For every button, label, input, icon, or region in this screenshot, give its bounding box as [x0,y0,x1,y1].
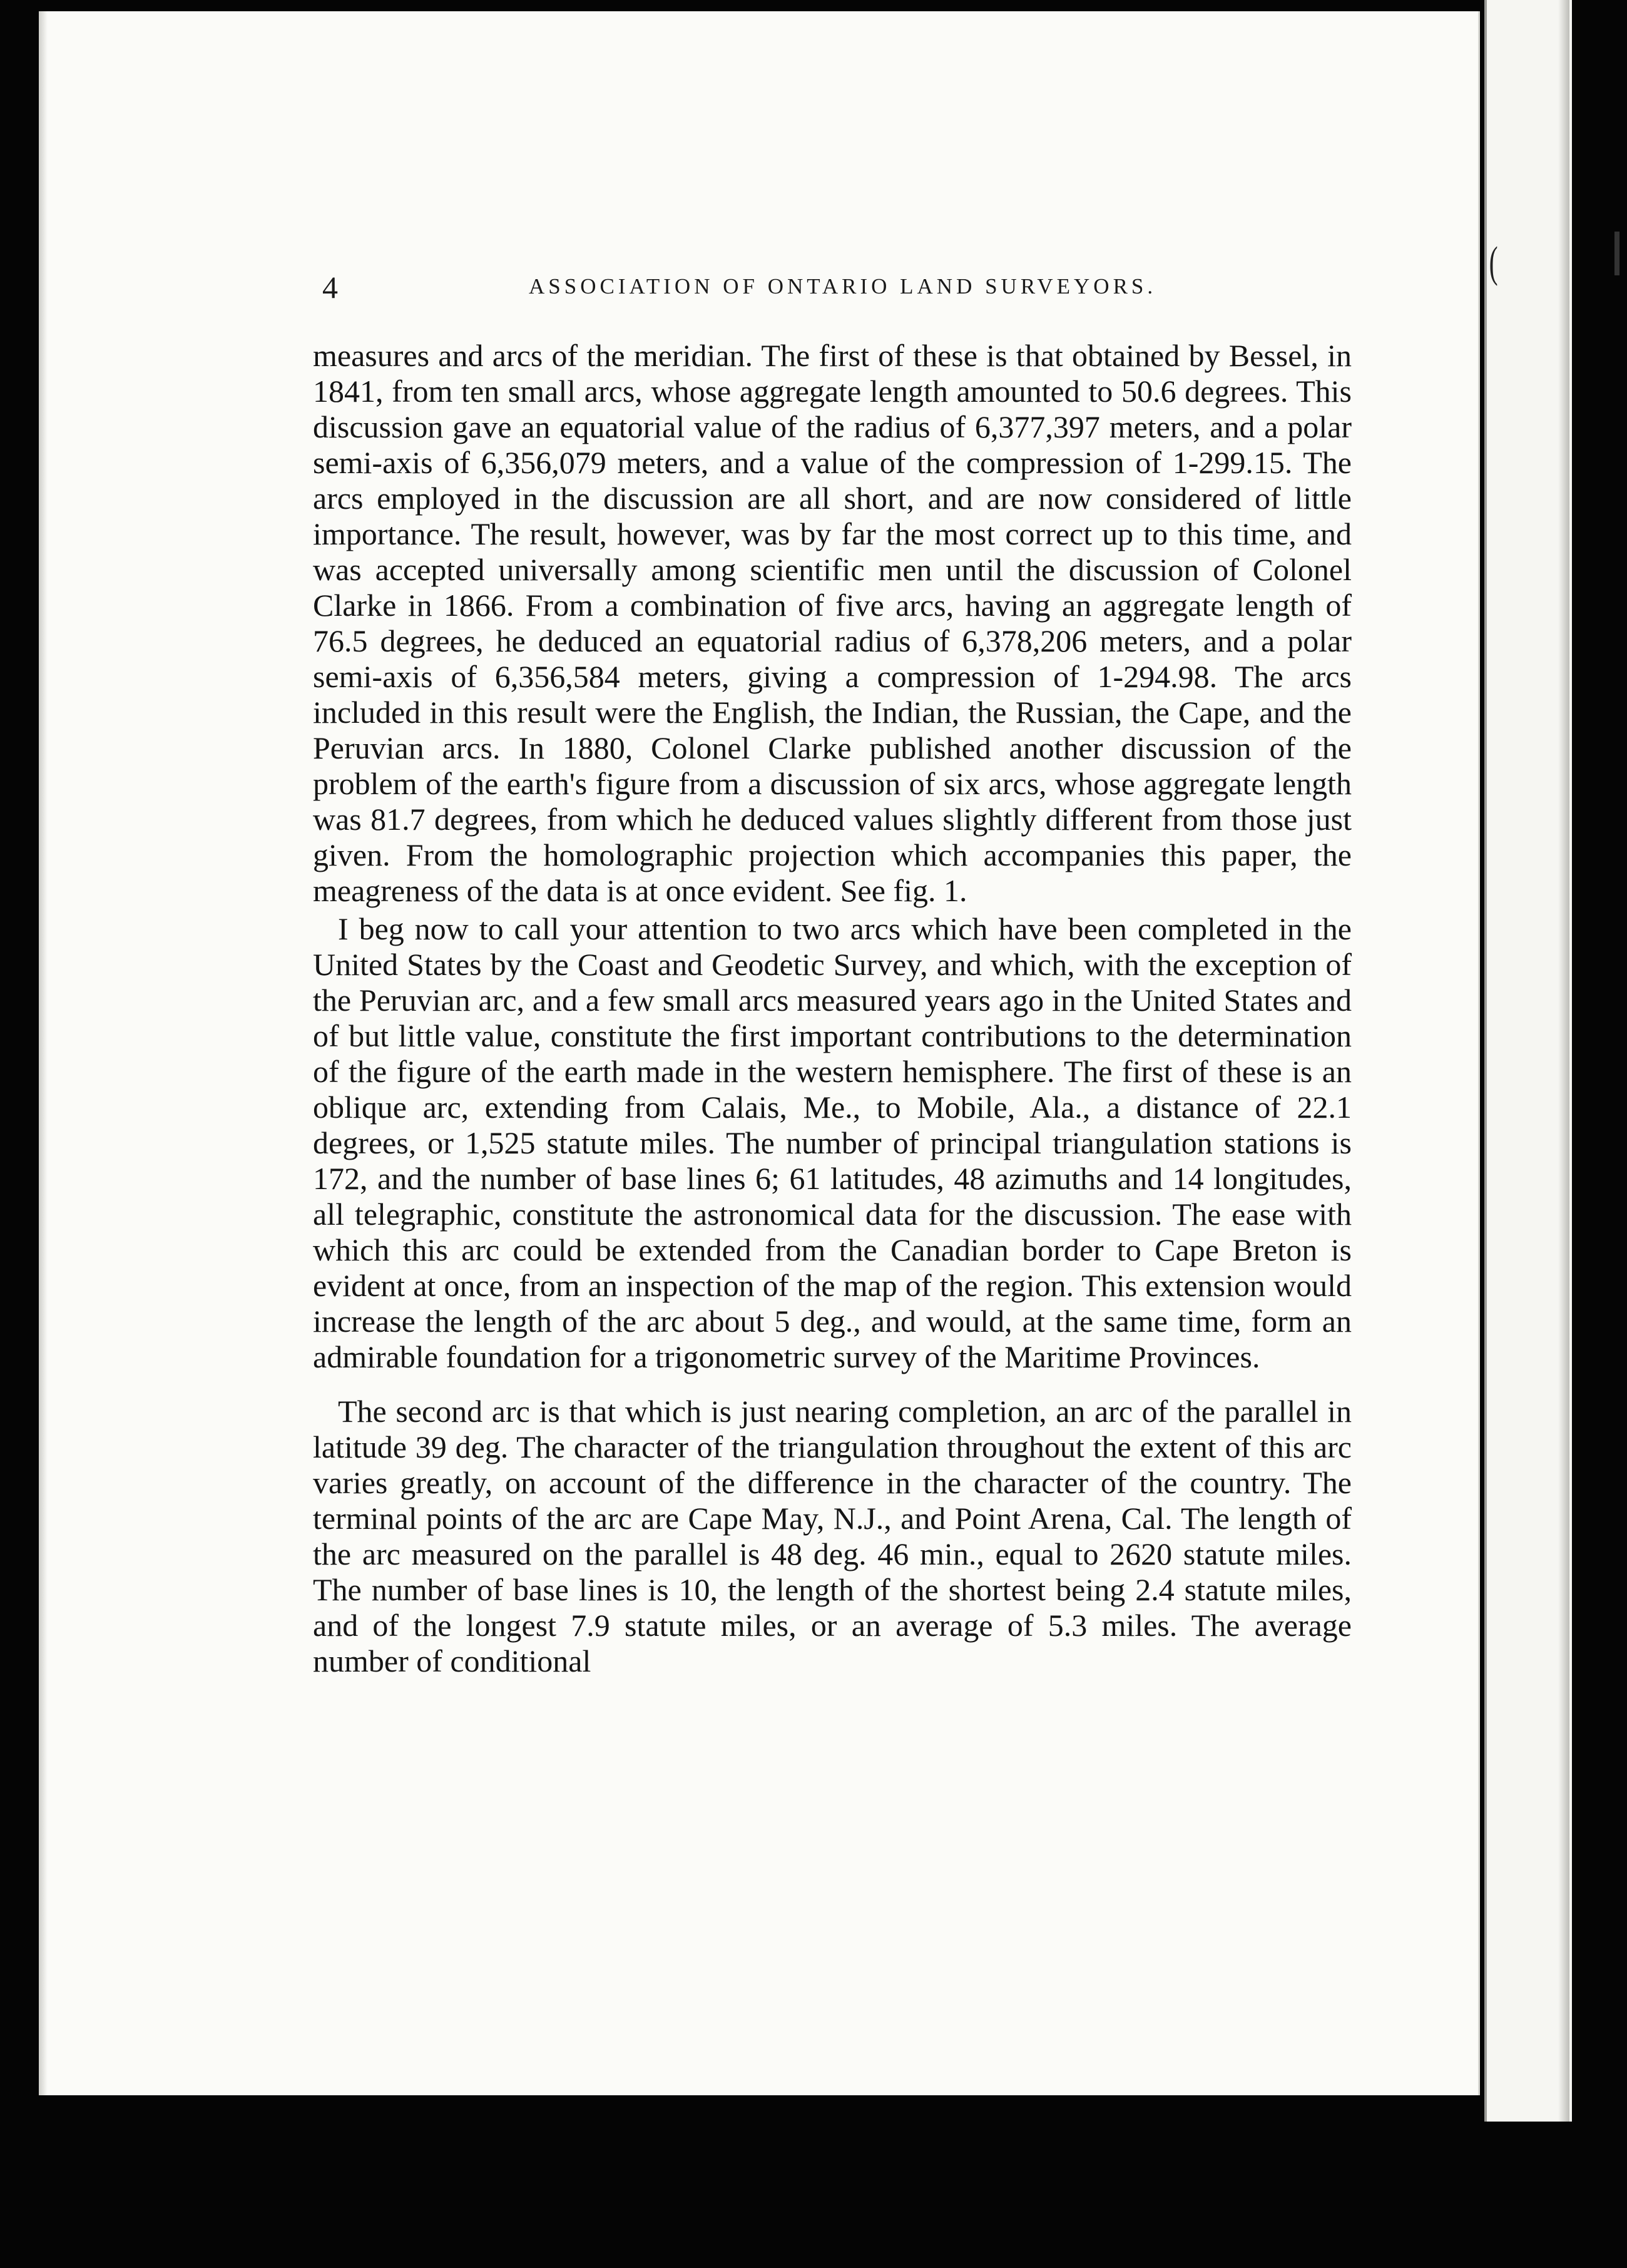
running-head [322,269,1386,313]
paragraph-3: The second arc is that which is just nearing completion, an arc of the parallel in latitude 39 deg. The character of the triangulation throughout the extent of this arc varies greatly, on account of the difference in the character of the country. The terminal points of the arc are Cape May, N.J., and Point Arena, Cal. The length of the arc measured on the parallel is 48 deg. 46 min., equal to 2620 statute miles. The number of base lines is 10, the length of the shortest being 2.4 statute miles, and of the longest 7.9 statute miles, or an average of 5.3 miles. The average number of conditional [313,1394,1352,1678]
margin-stroke [1614,232,1619,275]
paragraph-1: measures and arcs of the meridian. The first of these is that obtained by Bessel, in 1841, from ten small arcs, whose aggregate length amounted to 50.6 degrees. This discussion gave an equatorial value of the radius of 6,377,397 meters, and a polar semi-axis of 6,356,079 meters, and a value of the compression of 1-299.15. The arcs employed in the discussion are all short, and are now considered of little importance. The result, however, was by far the most correct up to this time, and was accepted universally among scientific men until the discussion of Colonel Clarke in 1866. From a combination of five arcs, having an aggregate length of 76.5 degrees, he deduced an equatorial radius of 6,378,206 meters, and a polar semi-axis of 6,356,584 meters, giving a compression of 1-294.98. The arcs included in this result were the English, the Indian, the Russian, the Cape, and the Peruvian arcs. In 1880, Colonel Clarke published another discussion of the problem of the earth's figure from a discussion of six arcs, whose aggregate length was 81.7 degrees, from which he deduced values slightly different from those just given. From the homolographic projection which accompanies this paper, the meagreness of the data is at once evident. See fig. 1. [313,338,1352,908]
body-text [313,338,1352,1679]
paragraph-2: I beg now to call your attention to two arcs which have been completed in the United States by the Coast and Geodetic Survey, and which, with the exception of the Peruvian arc, and a few small arcs measured years ago in the United States and of but little value, constitute the first important contributions to the determination of the figure of the earth made in the western hemisphere. The first of these is an oblique arc, extending from Calais, Me., to Mobile, Ala., a distance of 22.1 degrees, or 1,525 statute miles. The number of principal triangulation stations is 172, and the number of base lines 6; 61 latitudes, 48 azimuths and 14 longitudes, all telegraphic, constitute the astronomical data for the discussion. The ease with which this arc could be extended from the Canadian border to Cape Breton is evident at once, from an inspection of the map of the region. This extension would increase the length of the arc about 5 deg., and would, at the same time, form an admirable foundation for a trigonometric survey of the Maritime Provinces. [313,911,1352,1374]
running-head-title: ASSOCIATION OF ONTARIO LAND SURVEYORS. [529,274,1157,299]
margin-mark: ( [1489,238,1498,287]
page-gutter-shadow [39,11,48,2095]
adjacent-page-shadow [1558,0,1569,2122]
page-number: 4 [322,270,338,305]
